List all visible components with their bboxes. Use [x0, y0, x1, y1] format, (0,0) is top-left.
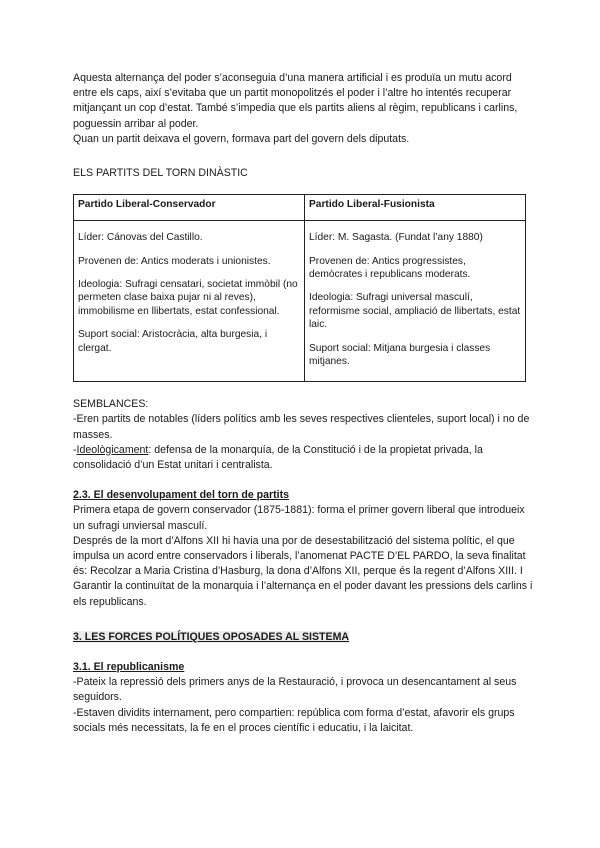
semblances-title: SEMBLANCES:	[73, 398, 149, 411]
section-3-1-title: 3.1. El republicanisme	[73, 661, 185, 674]
section-2-3-title: 2.3. El desenvolupament del torn de partits	[73, 489, 290, 502]
section-3-1-item-1: -Pateix la repressió dels primers anys de la Restauració, i provoca un desencantament al seus seguidors.	[73, 676, 517, 704]
parties-table	[73, 194, 526, 382]
ideologia-fusionista: Ideologia: Sufragi universal masculí, reformisme social, ampliació de llibertats, estat laic.	[309, 292, 521, 331]
section-3-title	[73, 630, 533, 645]
section-3-1-item-2: -Estaven dividits internament, pero compartien: república com forma d’estat, afavorir els grups socials més necessitats, la fe en el proces científic i educatiu, i la laicitat.	[73, 706, 515, 734]
lider-fusionista: Líder: M. Sagasta. (Fundat l’any 1880)	[309, 232, 483, 244]
header-conservador: Partido Liberal-Conservador	[74, 195, 305, 221]
section-3-title-text: 3. LES FORCES POLÍTIQUES OPOSADES AL SISTEMA	[73, 630, 350, 643]
ideologia-conservador: Ideologia: Sufragi censatari, societat immòbil (no permeten clase baixa pujar ni al reves), immobilisme en llibertats, estat confessional.	[78, 279, 298, 317]
suport-fusionista: Suport social: Mitjana burgesia i classes mitjanes.	[309, 342, 491, 368]
cell-conservador	[74, 221, 305, 382]
intro-paragraph: Aquesta alternança del poder s’aconseguia d’una manera artificial i es produïa un mutu acord entre els caps, així s’evitaba que un partit monopolitzés el poder i l’altre ho intentés recuperar mitjançant un cop d’estat. També s’impedia que els partits aliens al règim, republicans i carlins, poguessin arribar al poder.	[73, 72, 518, 130]
semblances-item-2-rest: : defensa de la monarquía, de la Constitució i de la propietat privada, la consolidació d’un Estat unitari i centralista.	[73, 443, 483, 472]
provenen-fusionista: Provenen de: Antics progressistes, demòcrates i republicans moderats.	[309, 255, 471, 281]
lider-conservador: Líder: Cánovas del Castillo.	[78, 232, 203, 244]
intro-paragraph-2: Quan un partit deixava el govern, formava part del govern dels diputats.	[73, 132, 410, 145]
semblances-item-1: -Eren partits de notables (líders polítics amb les seves respectives clienteles, suport local) i no de masses.	[73, 413, 530, 441]
header-fusionista: Partido Liberal-Fusionista	[305, 195, 526, 221]
document-content	[73, 71, 533, 736]
suport-conservador: Suport social: Aristocràcia, alta burgesia, i clergat.	[78, 329, 268, 354]
provenen-conservador: Provenen de: Antics moderats i unionistes.	[78, 255, 271, 267]
table-body-row	[74, 221, 526, 382]
cell-fusionista	[305, 221, 526, 382]
semblances-item-2	[73, 443, 533, 473]
partits-title: ELS PARTITS DEL TORN DINÀSTIC	[73, 167, 248, 180]
ideologicament-term: Ideològicament	[76, 443, 149, 456]
section-2-3-paragraph-1: Primera etapa de govern conservador (1875-1881): forma el primer govern liberal que introdueix un sufragi unviersal masculí.	[73, 504, 525, 532]
section-2-3-paragraph-2: Després de la mort d’Alfons XII hi havia una por de desestabilització del sistema polític, el que impulsa un acord entre conservadors i liberals, l’anomenat PACTE D’EL PARDO, la seva finalitat és: Recolzar a Maria Cristina d’Hasburg, la dona d’Alfons XII, perque és la regent d’Alfons XIII. I Garantir la continuïtat de la monarquia i l’alternança en el poder davant les pressions dels carlins i els republicans.	[73, 534, 533, 608]
table-header-row	[74, 195, 526, 221]
semblances-item-2-prefix: -	[73, 443, 77, 456]
